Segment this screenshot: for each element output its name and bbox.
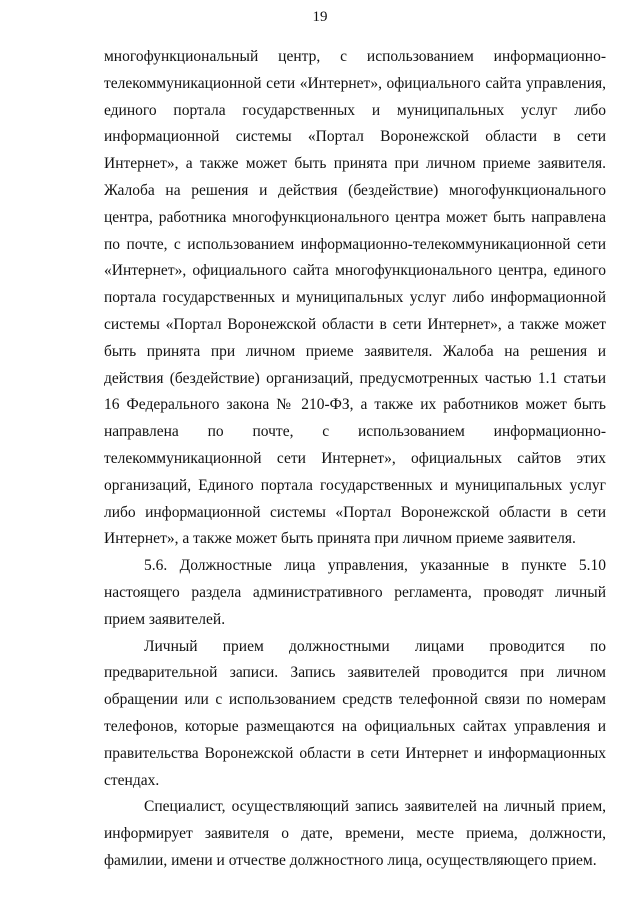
paragraph-complaint-channels: многофункциональный центр, с использованием информационно-телекоммуникационной сети «Интернет», официального сайта управления, единого портала государственных и муниципальных услуг либо информационной системы «Портал Воронежской области в сети Интернет», а также может быть принята при личном приеме заявителя. Жалоба на решения и действия (бездействие) многофункционального центра, работника многофункционального центра может быть направлена по почте, с использованием информационно-телекоммуникационной сети «Интернет», официального сайта многофункционального центра, единого портала государственных и муниципальных услуг либо информационной системы «Портал Воронежской области в сети Интернет», а также может быть принята при личном приеме заявителя. Жалоба на решения и действия (бездействие) организаций, предусмотренных частью 1.1 статьи 16 Федерального закона № 210-ФЗ, а также их работников может быть направлена по почте, с использованием информационно-телекоммуникационной сети Интернет», официальных сайтов этих организаций, Единого портала государственных и муниципальных услуг либо информационной системы «Портал Воронежской области в сети Интернет», а также может быть принята при личном приеме заявителя. (104, 48, 606, 548)
paragraph-appointment-booking: Личный прием должностными лицами проводится по предварительной записи. Запись заявителей проводится при личном обращении или с использованием средств телефонной связи по номерам телефонов, которые размещаются на официальных сайтах управления и правительства Воронежской области в сети Интернет и информационных стендах. (104, 637, 606, 789)
page-number: 19 (312, 9, 328, 25)
paragraph-specialist-informs: Специалист, осуществляющий запись заявителей на личный прием, информирует заявителя о дате, времени, месте приема, должности, фамилии, имени и отчестве должностного лица, осуществляющего прием. (104, 798, 606, 869)
document-body (104, 44, 606, 875)
paragraph-personal-reception: 5.6. Должностные лица управления, указанные в пункте 5.10 настоящего раздела административного регламента, проводят личный прием заявителей. (104, 557, 606, 628)
